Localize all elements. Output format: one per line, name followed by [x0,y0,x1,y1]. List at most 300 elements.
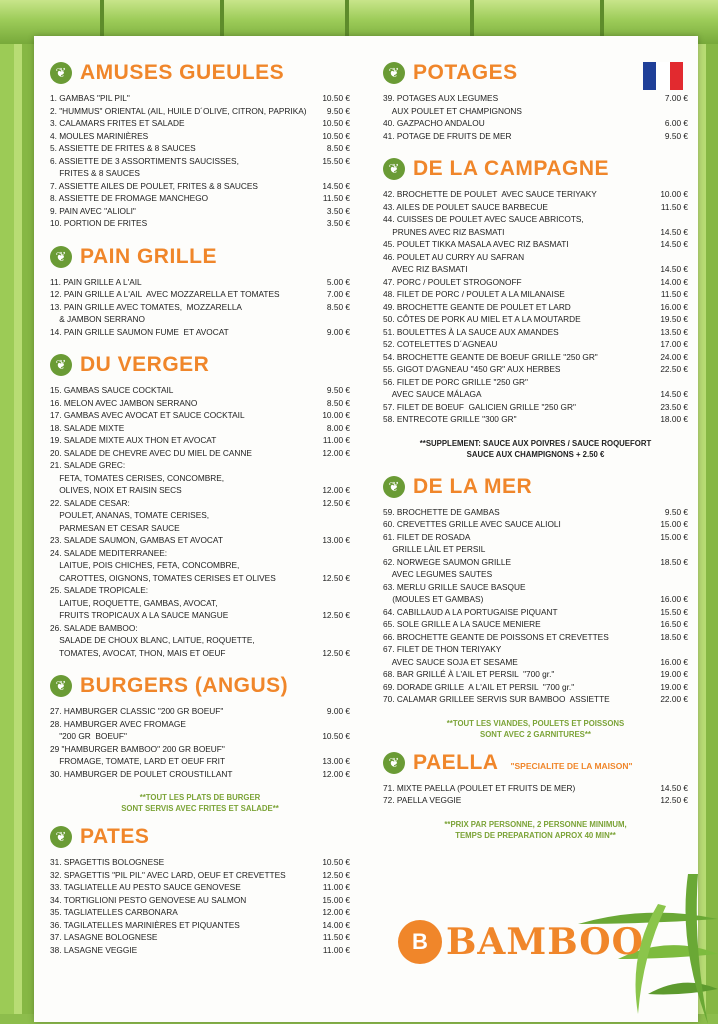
menu-item [50,180,350,193]
menu-item [50,534,350,547]
menu-item-price: 15.00 € [660,531,688,542]
section-header [50,58,350,88]
menu-item-price: 5.00 € [326,276,350,287]
menu-item-price: 9.50 € [326,105,350,116]
menu-item-price: 16.00 € [660,301,688,312]
menu-item [383,543,688,556]
menu-item-name: 67. FILET DE THON TERIYAKY [383,644,502,654]
menu-item [383,288,688,301]
menu-item-price: 12.50 € [322,610,350,620]
menu-item-price: 17.00 € [660,339,688,349]
menu-item-name: 72. PAELLA VEGGIE [383,795,462,805]
menu-item-price: 3.50 € [326,205,350,216]
menu-item [383,276,688,289]
menu-item-name: "200 GR BOEUF" [50,731,127,741]
menu-item-price: 7.00 € [664,93,688,103]
menu-item-name: 50. CÔTES DE PORK AU MIEL ET A LA MOUTARDE [383,314,581,324]
menu-item-price [660,376,688,389]
menu-item-price [322,597,350,610]
menu-item-price: 9.50 € [664,130,688,141]
menu-item-name: FRITES & 8 SAUCES [50,168,140,178]
section-header [383,472,688,502]
menu-item-name: 5. ASSIETTE DE FRITES & 8 SAUCES [50,143,196,153]
menu-item [383,351,688,364]
menu-item [50,634,350,647]
menu-item-price: 12.50 € [322,647,350,658]
menu-item-name: (MOULES ET GAMBAS) [383,594,484,604]
menu-item [383,238,688,251]
menu-item-name: 33. TAGLIATELLE AU PESTO SAUCE GENOVESE [50,882,241,892]
menu-item-name: 23. SALADE SAUMON, GAMBAS ET AVOCAT [50,535,223,545]
menu-item [50,105,350,118]
menu-item-price: 8.50 € [326,397,350,408]
menu-item [383,631,688,644]
menu-item-price [322,584,350,597]
menu-item [50,497,350,510]
menu-item-name: LAITUE, POIS CHICHES, FETA, CONCOMBRE, [50,560,240,570]
left-column [50,58,350,956]
menu-item-name: 7. ASSIETTE AILES DE POULET, FRITES & 8 SAUCES [50,180,258,191]
menu-item-name: 45. POULET TIKKA MASALA AVEC RIZ BASMATI [383,239,569,249]
menu-item-name: 68. BAR GRILLÉ À L'AIL ET PERSIL "700 gr." [383,669,555,679]
menu-item-price: 9.00 € [326,326,350,337]
menu-item [383,388,688,401]
menu-item [50,326,350,339]
menu-item [50,459,350,472]
menu-item-price: 6.00 € [664,118,688,128]
menu-item [383,376,688,389]
menu-item-price: 15.50 € [322,155,350,166]
menu-item-name: & JAMBON SERRANO [50,314,145,324]
menu-item-name: 55. GIGOT D'AGNEAU "450 GR" AUX HERBES [383,364,561,374]
menu-item-price: 22.00 € [660,694,688,704]
menu-item [50,397,350,410]
bamboo-leaf-icon: ❦ [50,62,72,84]
section-header [50,822,350,852]
menu-item [50,155,350,168]
menu-item-price [660,568,688,581]
menu-item-name: 64. CABILLAUD A LA PORTUGAISE PIQUANT [383,606,558,617]
menu-item-name: AUX POULET ET CHAMPIGNONS [383,105,522,116]
menu-item-name: 70. CALAMAR GRILLEE SERVIS SUR BAMBOO ASSIETTE [383,694,610,704]
bamboo-leaf-icon: ❦ [383,476,405,498]
section-title: BURGERS (ANGUS) [80,674,289,697]
menu-item-name: 17. GAMBAS AVEC AVOCAT ET SAUCE COCKTAIL [50,410,245,420]
menu-item-name: 59. BROCHETTE DE GAMBAS [383,506,500,517]
menu-item [50,597,350,610]
note-line: **TOUT LES PLATS DE BURGER [139,793,261,802]
bamboo-leaf-icon: ❦ [50,675,72,697]
menu-item-name: 51. BOULETTES À LA SAUCE AUX AMANDES [383,326,559,337]
menu-item [50,547,350,560]
menu-item-price: 14.00 € [660,276,688,287]
menu-item-name: FROMAGE, TOMATE, LARD ET OEUF FRIT [50,756,226,766]
menu-item [50,384,350,397]
menu-item-name: 58. ENTRECOTE GRILLE "300 GR" [383,414,517,424]
menu-item-name: 69. DORADE GRILLE A L'AIL ET PERSIL "700 gr." [383,681,575,692]
menu-item [383,105,688,118]
menu-item-price: 19.50 € [660,314,688,324]
menu-item-price: 8.00 € [326,422,350,433]
logo-text: BAMBOO [446,921,645,963]
menu-item-name: 31. SPAGETTIS BOLOGNESE [50,857,165,867]
menu-item-price: 10.50 € [322,731,350,741]
menu-item-name: 47. PORC / POULET STROGONOFF [383,276,522,287]
menu-item-name: 25. SALADE TROPICALE: [50,585,149,595]
menu-item [383,251,688,264]
menu-item [50,768,350,781]
menu-item-price: 10.00 € [660,189,688,199]
menu-item [383,201,688,214]
menu-item-name: 37. LASAGNE BOLOGNESE [50,932,158,942]
menu-item [383,556,688,569]
menu-item [50,730,350,743]
menu-item-price [322,622,350,635]
menu-item-price: 13.00 € [322,535,350,545]
menu-item-price: 18.00 € [660,414,688,424]
menu-item-price: 12.00 € [322,907,350,917]
menu-item-price [322,718,350,731]
menu-item [50,484,350,497]
menu-item-price [322,743,350,756]
menu-item [50,409,350,422]
menu-item-price [322,459,350,472]
menu-item [50,447,350,460]
menu-item-price: 12.50 € [660,795,688,805]
menu-item-price: 11.50 € [322,193,350,203]
menu-item-name: 42. BROCHETTE DE POULET AVEC SAUCE TERIYAKY [383,189,597,199]
menu-item-price [322,313,350,326]
menu-item-price: 19.00 € [660,681,688,692]
bamboo-leaf-icon: ❦ [383,752,405,774]
menu-item [50,944,350,957]
menu-item [50,919,350,932]
section-note [50,792,350,814]
menu-item [50,894,350,907]
section-header [50,350,350,380]
menu-item-price [322,472,350,485]
section-title: DE LA CAMPAGNE [413,157,609,180]
menu-item [50,117,350,130]
menu-item-name: 27. HAMBURGER CLASSIC "200 GR BOEUF" [50,706,224,716]
menu-item-name: 46. POULET AU CURRY AU SAFRAN [383,251,525,262]
menu-item-price: 22.50 € [660,364,688,374]
menu-item-name: 44. CUISSES DE POULET AVEC SAUCE ABRICOTS, [383,214,584,224]
menu-item-name: PARMESAN ET CESAR SAUCE [50,522,180,533]
menu-item-price: 13.50 € [660,326,688,337]
menu-item-price [660,543,688,556]
menu-item-price: 10.50 € [322,130,350,141]
menu-item [383,618,688,631]
menu-item [50,522,350,535]
menu-item [383,338,688,351]
menu-item-price: 12.50 € [322,572,350,583]
menu-item [50,288,350,301]
menu-item-price: 15.00 € [322,894,350,905]
menu-item [383,313,688,326]
menu-item-price: 14.50 € [660,264,688,274]
menu-item [383,326,688,339]
menu-item [50,130,350,143]
section-title: DU VERGER [80,353,210,376]
menu-item [383,301,688,314]
menu-item-name: FRUITS TROPICAUX A LA SAUCE MANGUE [50,610,229,620]
menu-item-name: 60. CREVETTES GRILLE AVEC SAUCE ALIOLI [383,519,561,529]
menu-item [50,142,350,155]
note-line: **TOUT LES VIANDES, POULETS ET POISSONS [446,718,625,728]
menu-item [50,559,350,572]
menu-item-name: 1. GAMBAS "PIL PIL" [50,93,130,103]
menu-item [383,531,688,544]
note-line: **PRIX PAR PERSONNE, 2 PERSONNE MINIMUM, [444,819,627,829]
menu-item-name: 13. PAIN GRILLE AVEC TOMATES, MOZZARELLA [50,301,242,312]
menu-item-name: 3. CALAMARS FRITES ET SALADE [50,118,185,128]
menu-item [50,881,350,894]
menu-item-name: 52. COTELETTES D´AGNEAU [383,339,498,349]
section-note [383,819,688,841]
section-amuses-gueules [50,58,350,230]
menu-item [383,794,688,807]
section-de-la-campagne [383,154,688,460]
menu-item-price [660,643,688,656]
menu-item-price: 19.00 € [660,669,688,679]
menu-item [383,188,688,201]
menu-item-price: 16.00 € [660,656,688,667]
menu-item [50,192,350,205]
menu-item [383,656,688,669]
menu-item [50,718,350,731]
menu-item-name: 19. SALADE MIXTE AUX THON ET AVOCAT [50,435,217,445]
note-line: **SUPPLEMENT: SAUCE AUX POIVRES / SAUCE ROQUEFORT [419,438,652,448]
menu-item-price [322,547,350,560]
menu-item-name: 32. SPAGETTIS "PIL PIL" AVEC LARD, OEUF ET CREVETTES [50,869,286,880]
menu-item-name: 8. ASSIETTE DE FROMAGE MANCHEGO [50,193,209,203]
menu-item-price: 14.50 € [660,239,688,249]
menu-item-price: 10.50 € [322,118,350,128]
menu-item-price [660,213,688,226]
menu-item [383,568,688,581]
menu-item-name: 36. TAGILATELLES MARINIÈRES ET PIQUANTES [50,919,240,930]
section-title: PAELLA [413,750,499,774]
menu-item-name: 43. AILES DE POULET SAUCE BARBECUE [383,201,548,212]
menu-item-price: 11.00 € [322,435,350,445]
menu-item-name: 26. SALADE BAMBOO: [50,622,138,633]
menu-item [383,643,688,656]
menu-item-name: POULET, ANANAS, TOMATE CERISES, [50,510,210,520]
menu-item [383,263,688,276]
menu-item-price: 9.50 € [664,506,688,517]
menu-item-name: FETA, TOMATES CERISES, CONCOMBRE, [50,472,225,483]
menu-item [383,782,688,795]
menu-item-name: 24. SALADE MEDITERRANEE: [50,547,168,558]
menu-item-price: 9.00 € [326,706,350,716]
menu-item [50,205,350,218]
menu-item [50,434,350,447]
menu-item-price: 15.50 € [660,606,688,617]
menu-item-price: 12.00 € [322,447,350,458]
menu-item [383,506,688,519]
section-title: PAIN GRILLE [80,244,217,268]
menu-item-price: 11.50 € [660,289,688,299]
section-pates [50,822,350,956]
menu-item-price: 16.00 € [660,594,688,604]
section-note [383,438,688,460]
section-title: PATES [80,825,150,848]
menu-item [383,92,688,105]
menu-item [50,472,350,485]
menu-item-price: 14.50 € [660,226,688,237]
menu-item-name: CAROTTES, OIGNONS, TOMATES CERISES ET OLIVES [50,572,276,583]
menu-item-price: 14.50 € [660,782,688,793]
bamboo-leaf-icon: ❦ [50,354,72,376]
menu-item [50,906,350,919]
menu-item [50,422,350,435]
section-header [383,58,688,88]
note-line: SONT AVEC 2 GARNITURES** [480,729,591,739]
menu-item-price [660,581,688,594]
menu-item-name: 61. FILET DE ROSADA [383,531,471,542]
menu-item-name: AVEC SAUCE SOJA ET SESAME [383,656,518,667]
section-header [50,242,350,272]
menu-item-price: 15.00 € [660,519,688,529]
menu-item-price: 14.00 € [322,919,350,930]
bamboo-leaf-icon: ❦ [383,62,405,84]
menu-item [50,869,350,882]
menu-item-price: 8.50 € [326,143,350,153]
menu-item-name: 65. SOLE GRILLE A LA SAUCE MENIERE [383,619,541,629]
menu-item-price: 11.00 € [322,944,350,955]
menu-item-price [322,522,350,535]
bamboo-logo [398,920,644,964]
menu-item [383,413,688,426]
menu-item-name: 22. SALADE CESAR: [50,497,130,508]
menu-item-name: 2. "HUMMUS" ORIENTAL (AIL, HUILE D´OLIVE, CITRON, PAPRIKA) [50,105,307,116]
menu-item-name: 34. TORTIGLIONI PESTO GENOVESE AU SALMON [50,894,247,905]
menu-item [50,509,350,522]
menu-item-price: 11.50 € [322,932,350,942]
menu-item [50,622,350,635]
menu-item-price: 12.50 € [322,497,350,508]
menu-item-name: 49. BROCHETTE GEANTE DE POULET ET LARD [383,301,571,312]
menu-item-price: 11.00 € [322,882,350,892]
menu-item [383,213,688,226]
menu-item-name: LAITUE, ROQUETTE, GAMBAS, AVOCAT, [50,597,218,608]
menu-item-name: SALADE DE CHOUX BLANC, LAITUE, ROQUETTE, [50,635,255,645]
menu-item-price: 8.50 € [326,301,350,312]
menu-item [50,313,350,326]
menu-item-price: 10.00 € [322,410,350,420]
menu-item [50,705,350,718]
menu-item-price: 9.50 € [326,385,350,395]
menu-item [383,606,688,619]
menu-item-price: 12.50 € [322,869,350,880]
menu-item-name: 20. SALADE DE CHEVRE AVEC DU MIEL DE CANNE [50,447,252,458]
menu-item-name: AVEC SAUCE MÁLAGA [383,389,482,399]
section-pain-grille [50,242,350,339]
menu-item-price [660,105,688,118]
menu-item [50,217,350,230]
menu-item-name: 6. ASSIETTE DE 3 ASSORTIMENTS SAUCISSES, [50,155,239,166]
menu-item-name: 54. BROCHETTE GEANTE DE BOEUF GRILLE "250 GR" [383,351,598,362]
section-header [383,154,688,184]
menu-item-name: 21. SALADE GREC: [50,460,126,470]
menu-item-price: 10.50 € [322,93,350,103]
menu-item [50,584,350,597]
menu-item-price: 16.50 € [660,619,688,629]
menu-item-name: 4. MOULES MARINIÈRES [50,130,149,141]
menu-item [50,755,350,768]
menu-item-name: 16. MELON AVEC JAMBON SERRANO [50,397,198,408]
bamboo-leaf-icon: ❦ [383,158,405,180]
menu-item-name: TOMATES, AVOCAT, THON, MAIS ET OEUF [50,647,226,658]
menu-item [50,92,350,105]
menu-item [383,518,688,531]
menu-item-name: 15. GAMBAS SAUCE COCKTAIL [50,385,174,395]
menu-item-name: 62. NORWEGE SAUMON GRILLE [383,556,512,567]
menu-item-name: 11. PAIN GRILLE A L'AIL [50,276,142,287]
menu-item-name: 41. POTAGE DE FRUITS DE MER [383,130,512,141]
section-paella [383,748,688,841]
section-subtitle: "SPECIALITE DE LA MAISON" [510,760,633,771]
menu-item-name: PRUNES AVEC RIZ BASMATI [383,226,505,237]
menu-item [50,167,350,180]
menu-item [383,668,688,681]
menu-item [383,117,688,130]
menu-item-name: 14. PAIN GRILLE SAUMON FUME ET AVOCAT [50,326,229,337]
section-title: DE LA MER [413,474,533,498]
right-column [383,58,688,841]
menu-item-price: 3.50 € [326,218,350,228]
menu-item-name: 71. MIXTE PAELLA (POULET ET FRUITS DE MER) [383,782,576,793]
menu-item-name: 56. FILET DE PORC GRILLE "250 GR" [383,376,528,387]
menu-item-name: 38. LASAGNE VEGGIE [50,944,138,955]
menu-item-name: AVEC RIZ BASMATI [383,264,468,274]
menu-item-price: 10.50 € [322,857,350,867]
menu-item-price: 13.00 € [322,756,350,766]
section-potages [383,58,688,142]
menu-item [383,401,688,414]
menu-item-price: 18.50 € [660,631,688,642]
menu-item-price [322,634,350,647]
menu-item [383,226,688,239]
menu-item-price: 12.00 € [322,485,350,495]
menu-item [50,572,350,585]
menu-item [383,593,688,606]
menu-item [383,693,688,706]
section-note [383,718,688,740]
menu-item-name: 39. POTAGES AUX LEGUMES [383,93,499,103]
section-header [50,671,350,701]
menu-item-price: 23.50 € [660,401,688,412]
menu-item-price: 11.50 € [660,201,688,212]
menu-item [50,276,350,289]
menu-item-price: 24.00 € [660,351,688,362]
menu-item-name: 57. FILET DE BOEUF GALICIEN GRILLE "250 GR" [383,401,576,412]
menu-item [383,130,688,143]
menu-item-price: 18.50 € [660,556,688,567]
menu-item-name: 40. GAZPACHO ANDALOU [383,118,485,128]
menu-item-price: 14.50 € [660,389,688,399]
section-burgers-angus [50,671,350,814]
section-header [383,748,688,778]
menu-item-price: 12.00 € [322,768,350,779]
menu-item-name: 48. FILET DE PORC / POULET A LA MILANAISE [383,289,565,299]
menu-item-price [322,509,350,522]
menu-item [50,743,350,756]
menu-item [383,363,688,376]
menu-item-price [660,251,688,264]
note-line: SONT SERVIS AVEC FRITES ET SALADE** [121,804,279,813]
